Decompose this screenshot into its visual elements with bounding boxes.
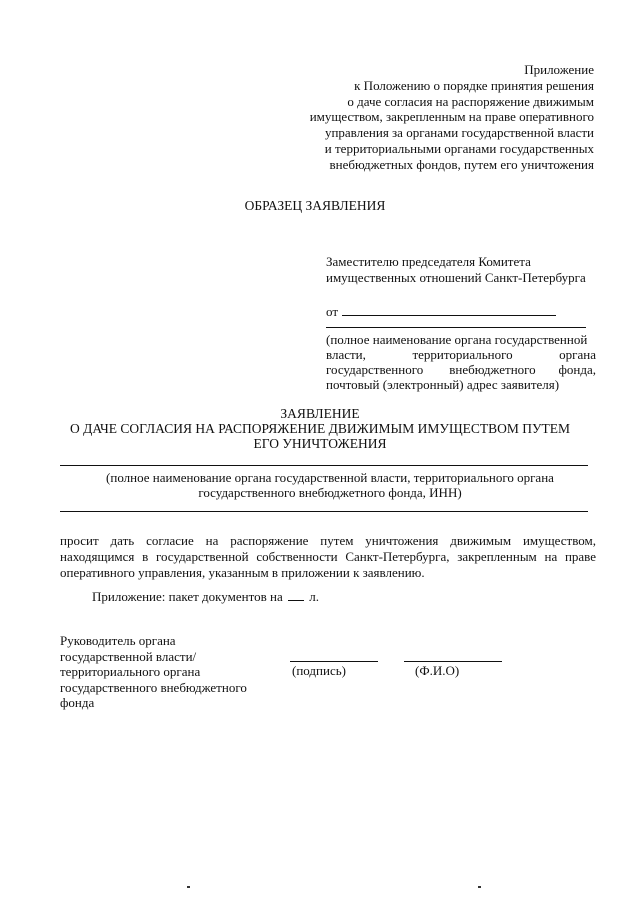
heading-line: ЗАЯВЛЕНИЕ	[280, 406, 360, 421]
from-label: от	[326, 304, 339, 319]
addressee-block	[326, 254, 586, 285]
organization-blank-line	[60, 465, 588, 466]
appendix-header	[310, 62, 594, 173]
document-heading	[0, 406, 640, 451]
appendix-line: управления за органами государственной власти	[324, 125, 594, 141]
signer-line: государственной власти/	[60, 648, 197, 664]
attachment-page-count-blank	[288, 589, 304, 601]
applicant-description	[326, 332, 596, 392]
appendix-line: Приложение	[524, 62, 594, 77]
organization-description	[60, 470, 600, 500]
applicant-blank-line	[326, 327, 586, 328]
fio-blank-line	[404, 661, 502, 662]
heading-line: ЕГО УНИЧТОЖЕНИЯ	[253, 436, 387, 451]
signer-line: фонда	[60, 695, 95, 710]
attachment-line	[92, 589, 319, 605]
body-line: оперативного управления, указанным в приложении к заявлению.	[60, 565, 425, 580]
sample-title	[0, 198, 640, 214]
request-body	[60, 533, 596, 581]
from-field	[326, 303, 556, 320]
signature-label: (подпись)	[292, 663, 346, 678]
appendix-line: внебюджетных фондов, путем его уничтожения	[329, 156, 594, 172]
attachment-prefix: Приложение: пакет документов на	[92, 589, 283, 604]
organization-description-line: государственного внебюджетного фонда, ИНН)	[198, 485, 462, 500]
addressee-line: Заместителю председателя Комитета	[326, 254, 531, 269]
applicant-description-line: государственного внебюджетного фонда,	[326, 362, 596, 377]
signature-blank-line	[290, 661, 378, 662]
organization-blank-line-2	[60, 511, 588, 512]
sample-title-text: ОБРАЗЕЦ ЗАЯВЛЕНИЯ	[244, 198, 386, 213]
applicant-description-line: власти, территориального органа	[326, 347, 596, 362]
signer-line: территориального органа	[60, 664, 201, 679]
body-line: просит дать согласие на распоряжение путем уничтожения движимым имуществом,	[60, 533, 596, 548]
organization-description-line: (полное наименование органа государственной власти, территориального органа	[106, 470, 554, 485]
appendix-line: о даче согласия на распоряжение движимым	[347, 93, 594, 109]
signer-block	[60, 633, 247, 711]
addressee-line: имущественных отношений Санкт-Петербурга	[326, 269, 586, 285]
appendix-line: и территориальными органами государственных	[324, 140, 594, 156]
applicant-description-line: почтовый (электронный) адрес заявителя)	[326, 377, 560, 392]
body-line: находящимся в государственной собственности Санкт-Петербурга, закрепленным на праве	[60, 549, 596, 564]
fio-label: (Ф.И.О)	[415, 663, 460, 678]
signer-line: государственного внебюджетного	[60, 679, 247, 695]
appendix-line: имуществом, закрепленным на праве оперативного	[309, 109, 594, 125]
from-blank-line	[342, 303, 556, 316]
applicant-description-line: (полное наименование органа государственной	[326, 332, 588, 347]
appendix-line: к Положению о порядке принятия решения	[354, 77, 594, 93]
scan-speck	[478, 886, 481, 888]
signer-line: Руководитель органа	[60, 633, 176, 648]
attachment-suffix: л.	[309, 589, 319, 604]
scan-speck	[187, 886, 190, 888]
heading-line: О ДАЧЕ СОГЛАСИЯ НА РАСПОРЯЖЕНИЕ ДВИЖИМЫМ ИМУЩЕСТВОМ ПУТЕМ	[69, 421, 571, 436]
